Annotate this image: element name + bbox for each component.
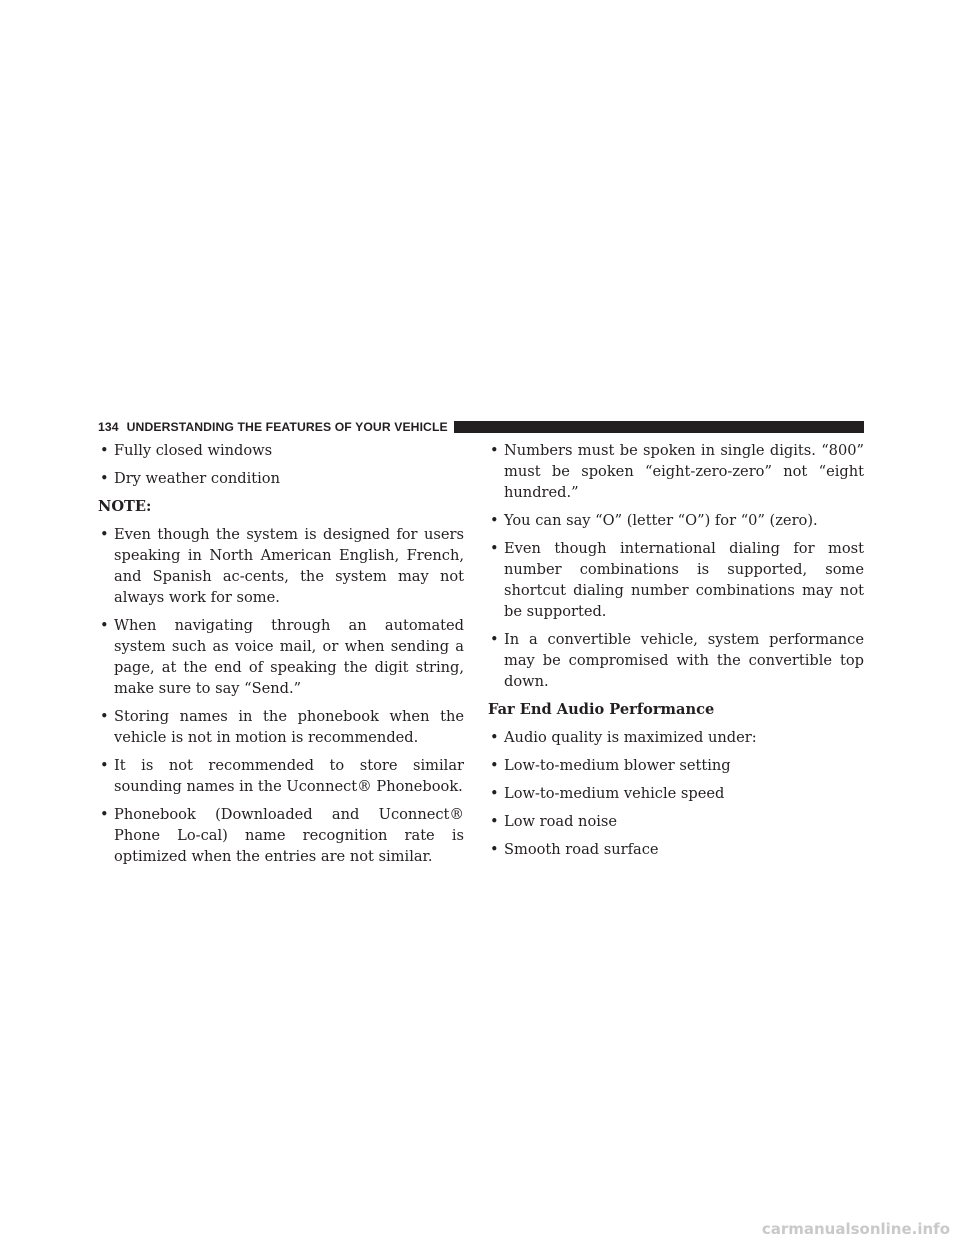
note-label: NOTE: — [98, 498, 152, 515]
list-item: • Fully closed windows — [100, 442, 273, 459]
bullet-icon: • — [490, 729, 499, 746]
right-column — [488, 440, 864, 867]
bullet-icon: • — [100, 708, 109, 725]
bullet-icon: • — [100, 757, 109, 774]
list-item: • Phonebook (Downloaded and Uconnect® Phone Lo-cal) name recognition rate is optimized when the entries are not similar. — [100, 806, 464, 865]
page-header — [98, 416, 864, 438]
list-item: • Audio quality is maximized under: — [490, 729, 757, 746]
bullet-icon: • — [490, 442, 499, 459]
bullet-icon: • — [100, 806, 109, 823]
left-column — [98, 440, 464, 874]
bullet-icon: • — [490, 512, 499, 529]
list-item: • In a convertible vehicle, system performance may be compromised with the convertible top down. — [490, 631, 864, 690]
list-item: • Dry weather condition — [100, 470, 280, 487]
bullet-icon: • — [100, 470, 109, 487]
audio-bullet-list — [488, 727, 864, 860]
bullet-icon: • — [100, 526, 109, 543]
list-item: • Even though the system is designed for users speaking in North American English, French, and Spanish ac-cents, the system may not always work for some. — [100, 526, 464, 606]
subheading: Far End Audio Performance — [488, 701, 715, 718]
bullet-icon: • — [490, 785, 499, 802]
speech-bullet-list — [488, 440, 864, 692]
list-item: • Storing names in the phonebook when the vehicle is not in motion is recommended. — [100, 708, 464, 746]
list-item: • It is not recommended to store similar sounding names in the Uconnect® Phonebook. — [100, 757, 464, 795]
bullet-icon: • — [490, 540, 499, 557]
list-item: • You can say “O” (letter “O”) for “0” (zero). — [490, 512, 818, 529]
bullet-icon: • — [490, 813, 499, 830]
page-number: 134 — [98, 420, 119, 434]
section-title: UNDERSTANDING THE FEATURES OF YOUR VEHICLE — [126, 420, 448, 434]
bullet-icon: • — [490, 631, 499, 648]
bullet-icon: • — [100, 617, 109, 634]
list-item: • Low road noise — [490, 813, 618, 830]
bullet-icon: • — [100, 442, 109, 459]
header-rule — [454, 421, 864, 433]
list-item: • Even though international dialing for most number combinations is supported, some shortcut dialing number combinations may not be supported. — [490, 540, 864, 620]
bullet-icon: • — [490, 841, 499, 858]
list-item: • Low-to-medium vehicle speed — [490, 785, 725, 802]
bullet-icon: • — [490, 757, 499, 774]
list-item: • Low-to-medium blower setting — [490, 757, 731, 774]
note-bullet-list — [98, 524, 464, 867]
list-item: • Smooth road surface — [490, 841, 659, 858]
list-item: • When navigating through an automated system such as voice mail, or when sending a page, at the end of speaking the digit string, make sure to say “Send.” — [100, 617, 464, 697]
top-bullet-list — [98, 440, 464, 489]
list-item: • Numbers must be spoken in single digits. “800” must be spoken “eight-zero-zero” not “eight hundred.” — [490, 442, 864, 501]
watermark: carmanualsonline.info — [761, 1220, 950, 1238]
